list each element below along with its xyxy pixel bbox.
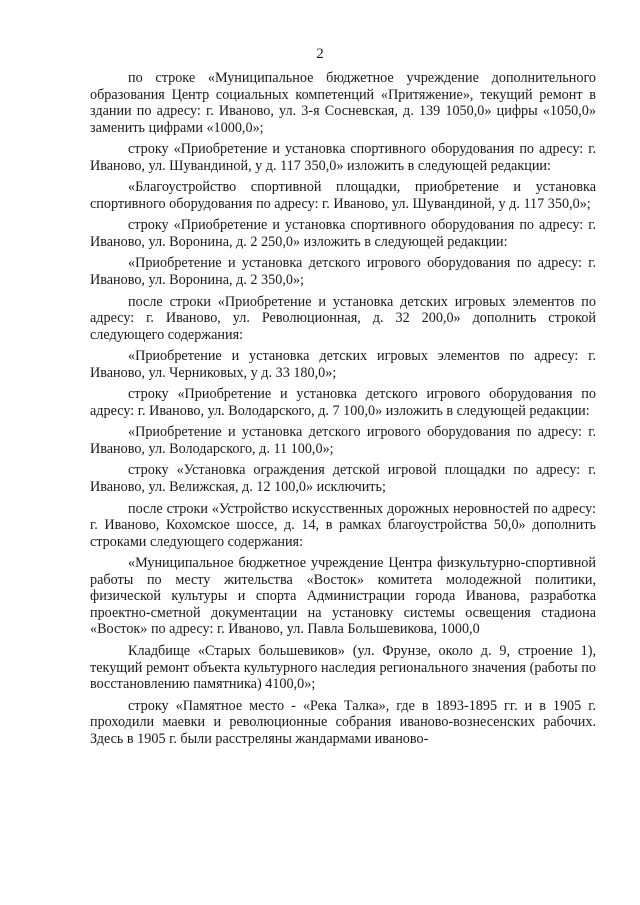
paragraph-8: строку «Приобретение и установка детского игрового оборудования по адресу: г. Иваново, ул. Володарского, д. 7 100,0» изложить в следующей редакции: — [90, 386, 596, 419]
paragraph-6: после строки «Приобретение и установка детских игровых элементов по адресу: г. Иваново, ул. Революционная, д. 32 200,0» дополнить строкой следующего содержания: — [90, 293, 596, 343]
paragraph-14: строку «Памятное место - «Река Талка», где в 1893-1895 гг. и в 1905 г. проходили маевки и революционные собрания иваново-вознесенских рабочих. Здесь в 1905 г. были расстреляны жандармами иваново- — [90, 697, 596, 747]
paragraph-3: «Благоустройство спортивной площадки, приобретение и установка спортивного оборудования по адресу: г. Иваново, ул. Шувандиной, у д. 117 350,0»; — [90, 179, 596, 212]
paragraph-10: строку «Установка ограждения детской игровой площадки по адресу: г. Иваново, ул. Велижская, д. 12 100,0» исключить; — [90, 462, 596, 496]
paragraph-11: после строки «Устройство искусственных дорожных неровностей по адресу: г. Иваново, Кохомское шоссе, д. 14, в рамках благоустройства 50,0» дополнить строками следующего содержания: — [90, 500, 596, 550]
paragraph-4: строку «Приобретение и установка спортивного оборудования по адресу: г. Иваново, ул. Воронина, д. 2 250,0» изложить в следующей редакции: — [90, 217, 596, 250]
paragraph-12: «Муниципальное бюджетное учреждение Центра физкультурно-спортивной работы по месту жительства «Восток» комитета молодежной политики, физической культуры и спорта Администрации города Иванова, разработка проектно-сметной документации на установку системы освещения стадиона «Восток» по адресу: г. Иваново, ул. Павла Большевикова, 1000,0 — [90, 555, 596, 638]
paragraph-5: «Приобретение и установка детского игрового оборудования по адресу: г. Иваново, ул. Воронина, д. 2 350,0»; — [90, 255, 596, 289]
page-number: 2 — [316, 46, 324, 62]
paragraph-9: «Приобретение и установка детского игрового оборудования по адресу: г. Иваново, ул. Володарского, д. 11 100,0»; — [90, 424, 596, 457]
paragraph-2: строку «Приобретение и установка спортивного оборудования по адресу: г. Иваново, ул. Шувандиной, у д. 117 350,0» изложить в следующей редакции: — [90, 141, 596, 174]
paragraph-1: по строке «Муниципальное бюджетное учреждение дополнительного образования Центр социальных компетенций «Притяжение», текущий ремонт в здании по адресу: г. Иваново, ул. 3-я Сосневская, д. 139 1050,0» цифры «1050,0» заменить цифрами «1000,0»; — [90, 70, 596, 136]
paragraph-7: «Приобретение и установка детских игровых элементов по адресу: г. Иваново, ул. Черниковых, у д. 33 180,0»; — [90, 348, 596, 381]
paragraph-13: Кладбище «Старых большевиков» (ул. Фрунзе, около д. 9, строение 1), текущий ремонт объекта культурного наследия регионального значения (работы по восстановлению памятника) 4100,0»; — [90, 642, 596, 693]
document-body — [90, 70, 596, 747]
